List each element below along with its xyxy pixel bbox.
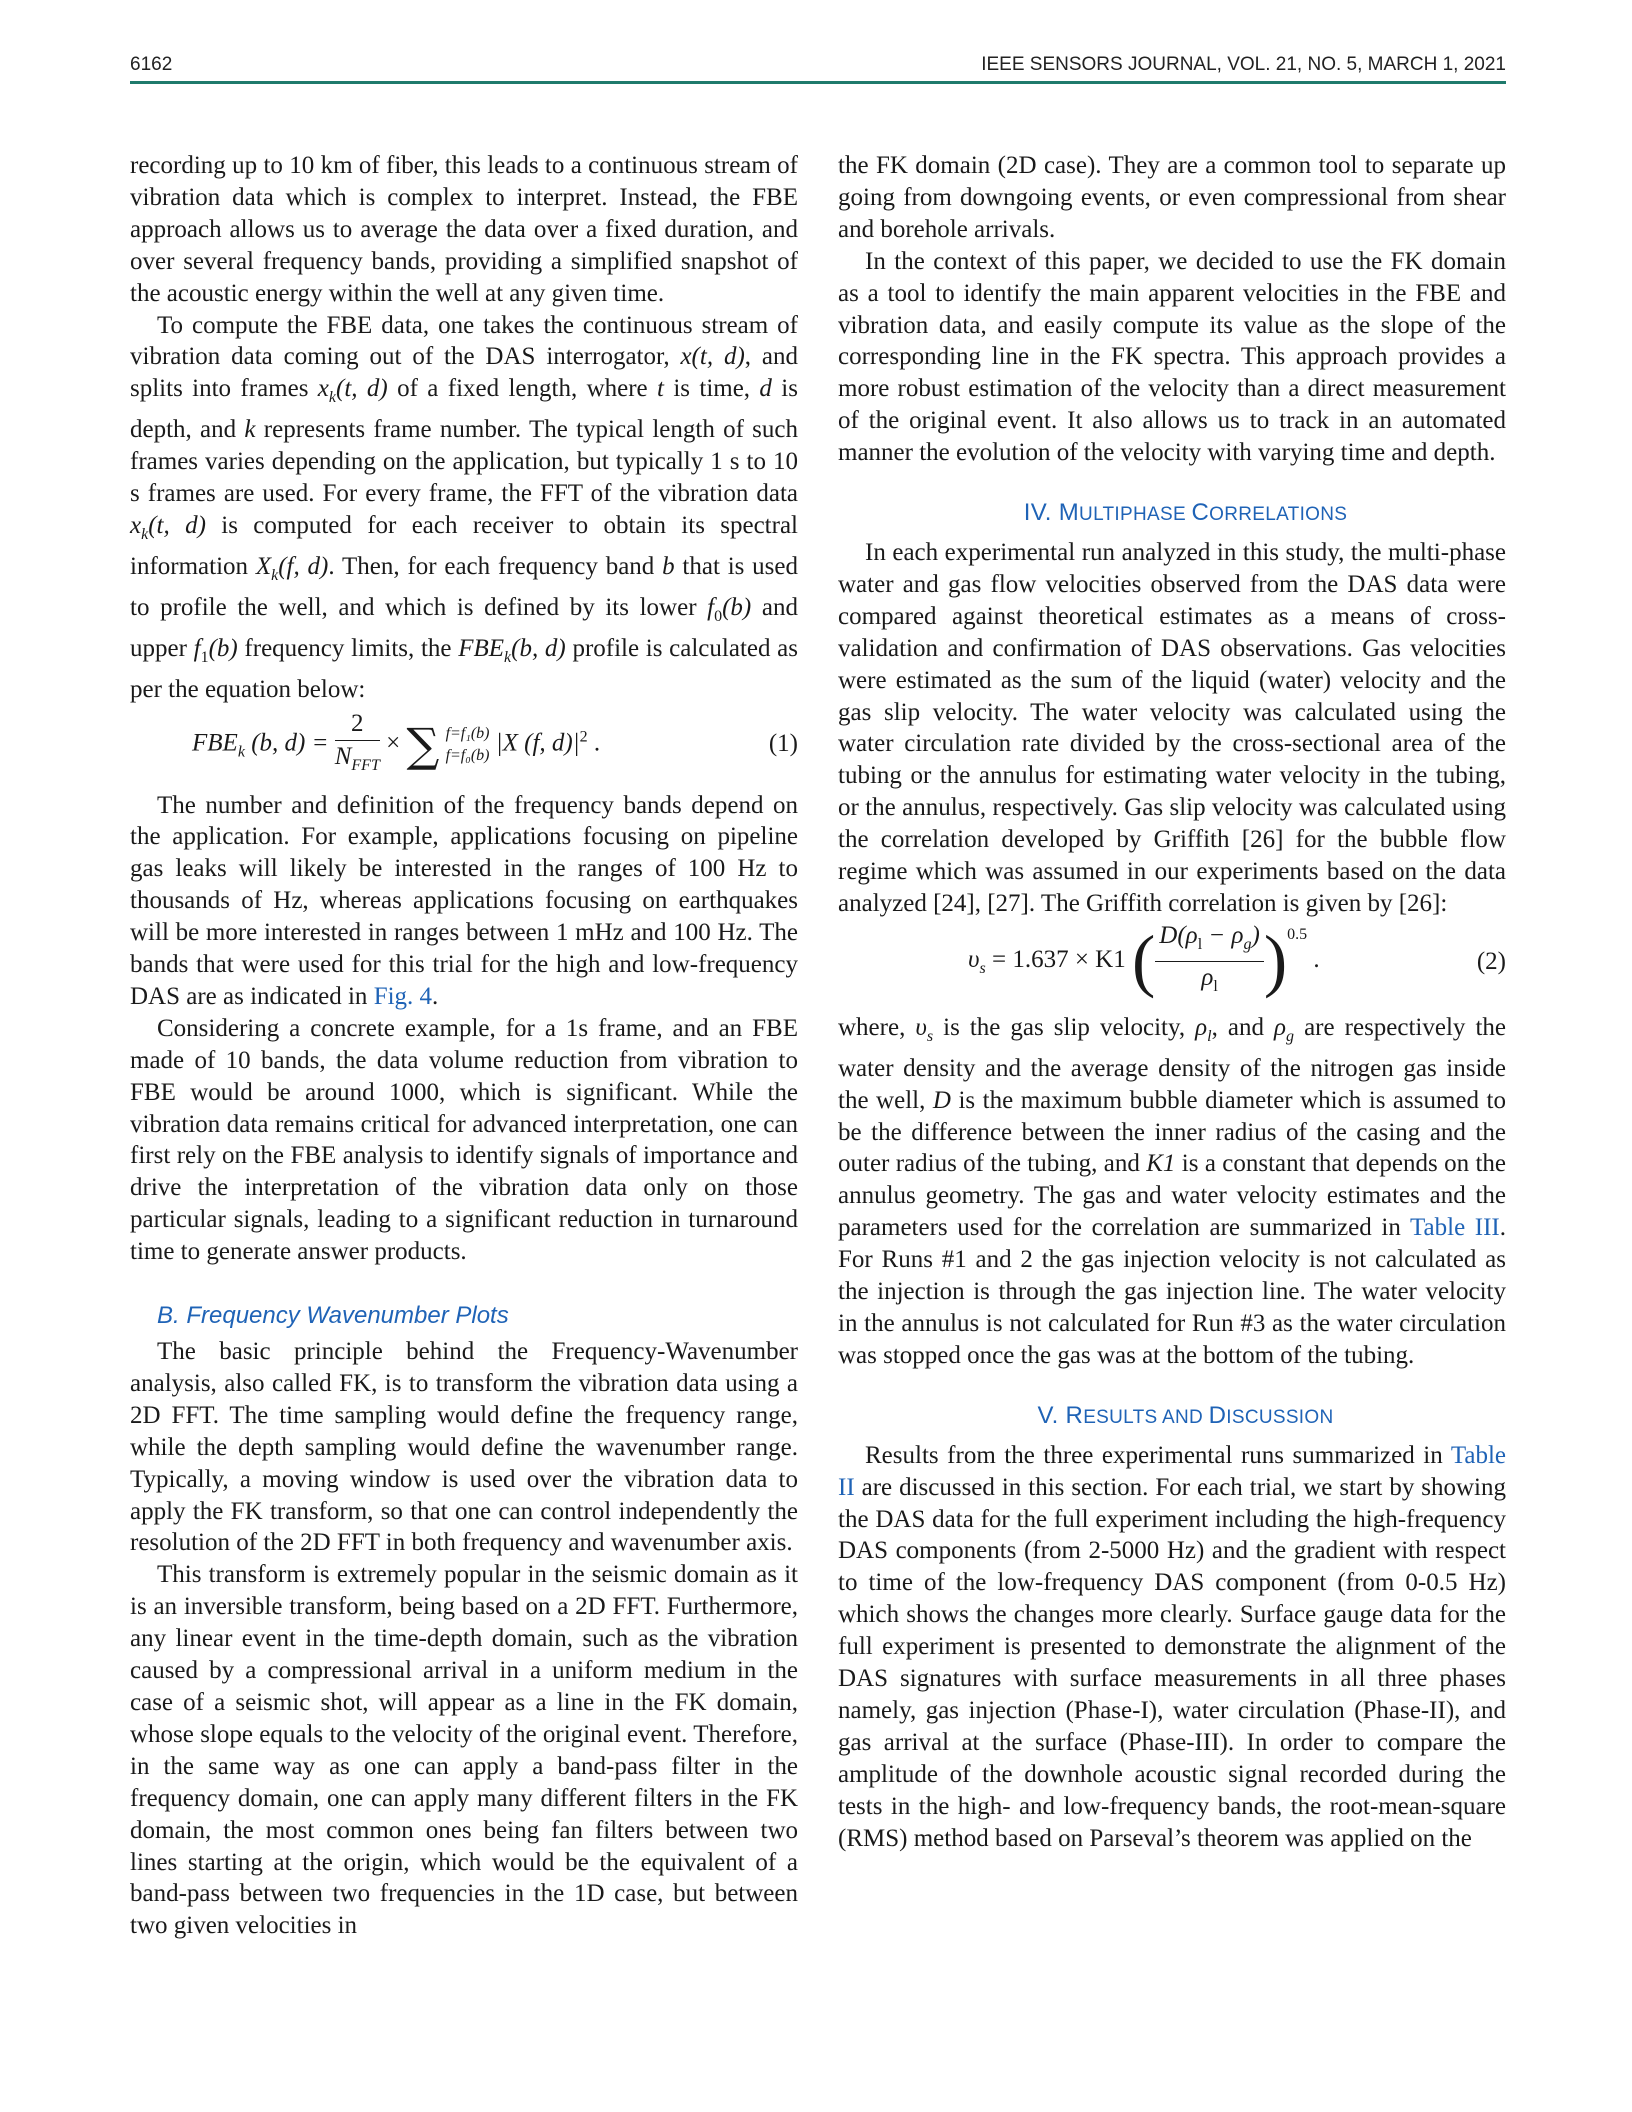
equation-1: $FBE_k$ (b, d) = $\frac{2}{N_{FFT}}$ × ∑ f=f₁(b) f=f₀(b) |X (f, $d)|^2$ . (1) [130,706,798,790]
figure-link[interactable]: Fig. 4 [373,982,433,1010]
section-heading-iv: IV. MULTIPHASE CORRELATIONS [1023,499,1348,527]
paragraph: To compute the FBE data, one takes the continuous stream of vibration data coming out of the DAS interrogator, x(t, d), and splits into frames $x_k(t$, d) of a fixed length, where t is time, d is depth, and k represents frame number. The typical length of such frames varies depending on the application, but typically 1 s to 10 s frames are used. For every frame, the FFT of the vibration data $x_k(t$, d) is computed for each receiver to obtain its spectral information $X_k(f$, d). Then, for each frequency band b that is used to profile the well, and which is defined by its lower $f_0(b)$ and upper $f_1(b)$ frequency limits, the $FBE_k(b$, d) profile is calculated as per the equation below: [130,311,799,703]
summation-limits: f=f₁(b) f=f₀(b) [445,724,490,764]
paragraph: In the context of this paper, we decided to use the FK domain as a tool to identify the main apparent velocities in the FBE and vibration data, and easily compute its value as the slope of the corresponding line in the FK spectra. This approach provides a more robust estimation of the velocity than a direct measurement of the original event. It also allows us to track in an automated manner the evolution of the velocity with varying time and depth. [838,247,1506,467]
paragraph: Considering a concrete example, for a 1s frame, and an FBE made of 10 bands, the data volume reduction from vibration to FBE would be around 1000, which is significant. While the vibration data remains critical for advanced interpretation, one can first rely on the FBE analysis to identify signals of importance and drive the interpretation of the vibration data only on those particular signals, leading to a significant reduction in turnaround time to generate answer products. [130,1014,798,1266]
page-number: 6162 [130,54,173,75]
equation-2: $\upsilon_s = 1.637 \times K1$ ( $\frac{D(\rho_l - \rho_g)}{\rho_l}$ )$^{0.5}$ . (2) [838,920,1506,1012]
equation-number: (1) [768,729,798,757]
paragraph: Results from the three experimental runs summarized in Table II are discussed in this section. For each trial, we start by showing the DAS data for the full experiment including the high-frequency DAS components (from 2-5000 Hz) and the gradient with respect to time of the low-frequency DAS component (from 0-0.5 Hz) which shows the changes more clearly. Surface gauge data for the full experiment is presented to demonstrate the alignment of the DAS signatures with surface measurements in all three phases namely, gas injection (Phase-I), water circulation (Phase-II), and gas arrival at the surface (Phase-III). In order to compare the amplitude of the downhole acoustic signal recorded during the tests in the high- and low-frequency bands, the root-mean-square (RMS) method based on Parseval’s theorem was applied on the [838,1441,1506,1852]
equation-number: (2) [1476,947,1506,975]
paragraph: recording up to 10 km of fiber, this leads to a continuous stream of vibration data which is complex to interpret. Instead, the FBE approach allows us to average the data over a fixed duration, and over several frequency bands, providing a simplified snapshot of the acoustic energy within the well at any given time. [130,152,798,307]
section-heading-v: V. RESULTS AND DISCUSSION [1037,1401,1334,1429]
table-link[interactable]: Table III [1410,1214,1500,1242]
header-rule [130,81,1506,84]
table-link[interactable]: Table II [838,1441,1506,1501]
left-column [130,150,798,1942]
paragraph: The basic principle behind the Frequency-Wavenumber analysis, also called FK, is to transform the vibration data using a 2D FFT. The time sampling would define the frequency range, while the depth sampling would define the wavenumber range. Typically, a moving window is used over the vibration data to apply the FK transform, so that one can control independently the resolution of the 2D FFT in both frequency and wavenumber axis. [130,1338,798,1557]
paragraph: The number and definition of the frequency bands depend on the application. For example, applications focusing on pipeline gas leaks will likely be interested in the ranges of 100 Hz to thousands of Hz, whereas applications focusing on earthquakes will be more interested in ranges between 1 mHz and 100 Hz. The bands that were used for this trial for the high and low-frequency DAS are as indicated in Fig. 4. [130,791,798,1010]
paragraph: This transform is extremely popular in the seismic domain as it is an inversible transform, being based on a 2D FFT. Furthermore, any linear event in the time-depth domain, such as the vibration caused by a compressional arrival in a uniform medium in the case of a seismic shot, will appear as a line in the FK domain, whose slope equals to the velocity of the original event. Therefore, in the same way as one can apply a band-pass filter in the frequency domain, one can apply many different filters in the FK domain, the most common ones being fan filters between two lines starting at the origin, which would be the equivalent of a band-pass between two frequencies in the 1D case, but between two given velocities in [130,1561,798,1940]
running-header [130,50,1506,82]
summation-symbol: ∑ [406,717,440,772]
fraction: $\frac{2}{N_{FFT}}$ [334,709,380,774]
right-column [838,150,1506,1855]
paragraph: where, $\upsilon_s$ is the gas slip velocity, $\rho_l$, and $\rho_g$ are respectively the water density and the average density of the nitrogen gas inside the well, D is the maximum bubble diameter which is assumed to be the difference between the inner radius of the casing and the outer radius of the tubing, and K1 is a constant that depends on the annulus geometry. The gas and water velocity estimates and the parameters used for the correlation are summarized in Table III. For Runs #1 and 2 the gas injection velocity is not calculated as the injection is through the gas injection line. The water velocity in the annulus is not calculated for Run #3 as the water circulation was stopped once the gas was at the bottom of the tubing. [838,1013,1506,1369]
subsection-heading: B. Frequency Wavenumber Plots [157,1302,509,1330]
paragraph: the FK domain (2D case). They are a common tool to separate up going from downgoing events, or even compressional from shear and borehole arrivals. [838,152,1506,243]
journal-citation: IEEE SENSORS JOURNAL, VOL. 21, NO. 5, MARCH 1, 2021 [981,54,1506,75]
fraction: $\frac{D(\rho_l - \rho_g)}{\rho_l}$ [1155,920,1264,1003]
paragraph: In each experimental run analyzed in this study, the multi-phase water and gas flow velocities observed from the DAS data were compared against theoretical estimates as a means of cross-validation and confirmation of DAS observations. Gas velocities were estimated as the sum of the liquid (water) velocity and the gas slip velocity. The water velocity was calculated using the water circulation rate divided by the cross-sectional area of the tubing or the annulus for estimating water velocity in the tubing, or the annulus, respectively. Gas slip velocity was calculated using the correlation developed by Griffith [26] for the bubble flow regime which was assumed in our experiments based on the data analyzed [24], [27]. The Griffith correlation is given by [26]: [838,538,1506,917]
